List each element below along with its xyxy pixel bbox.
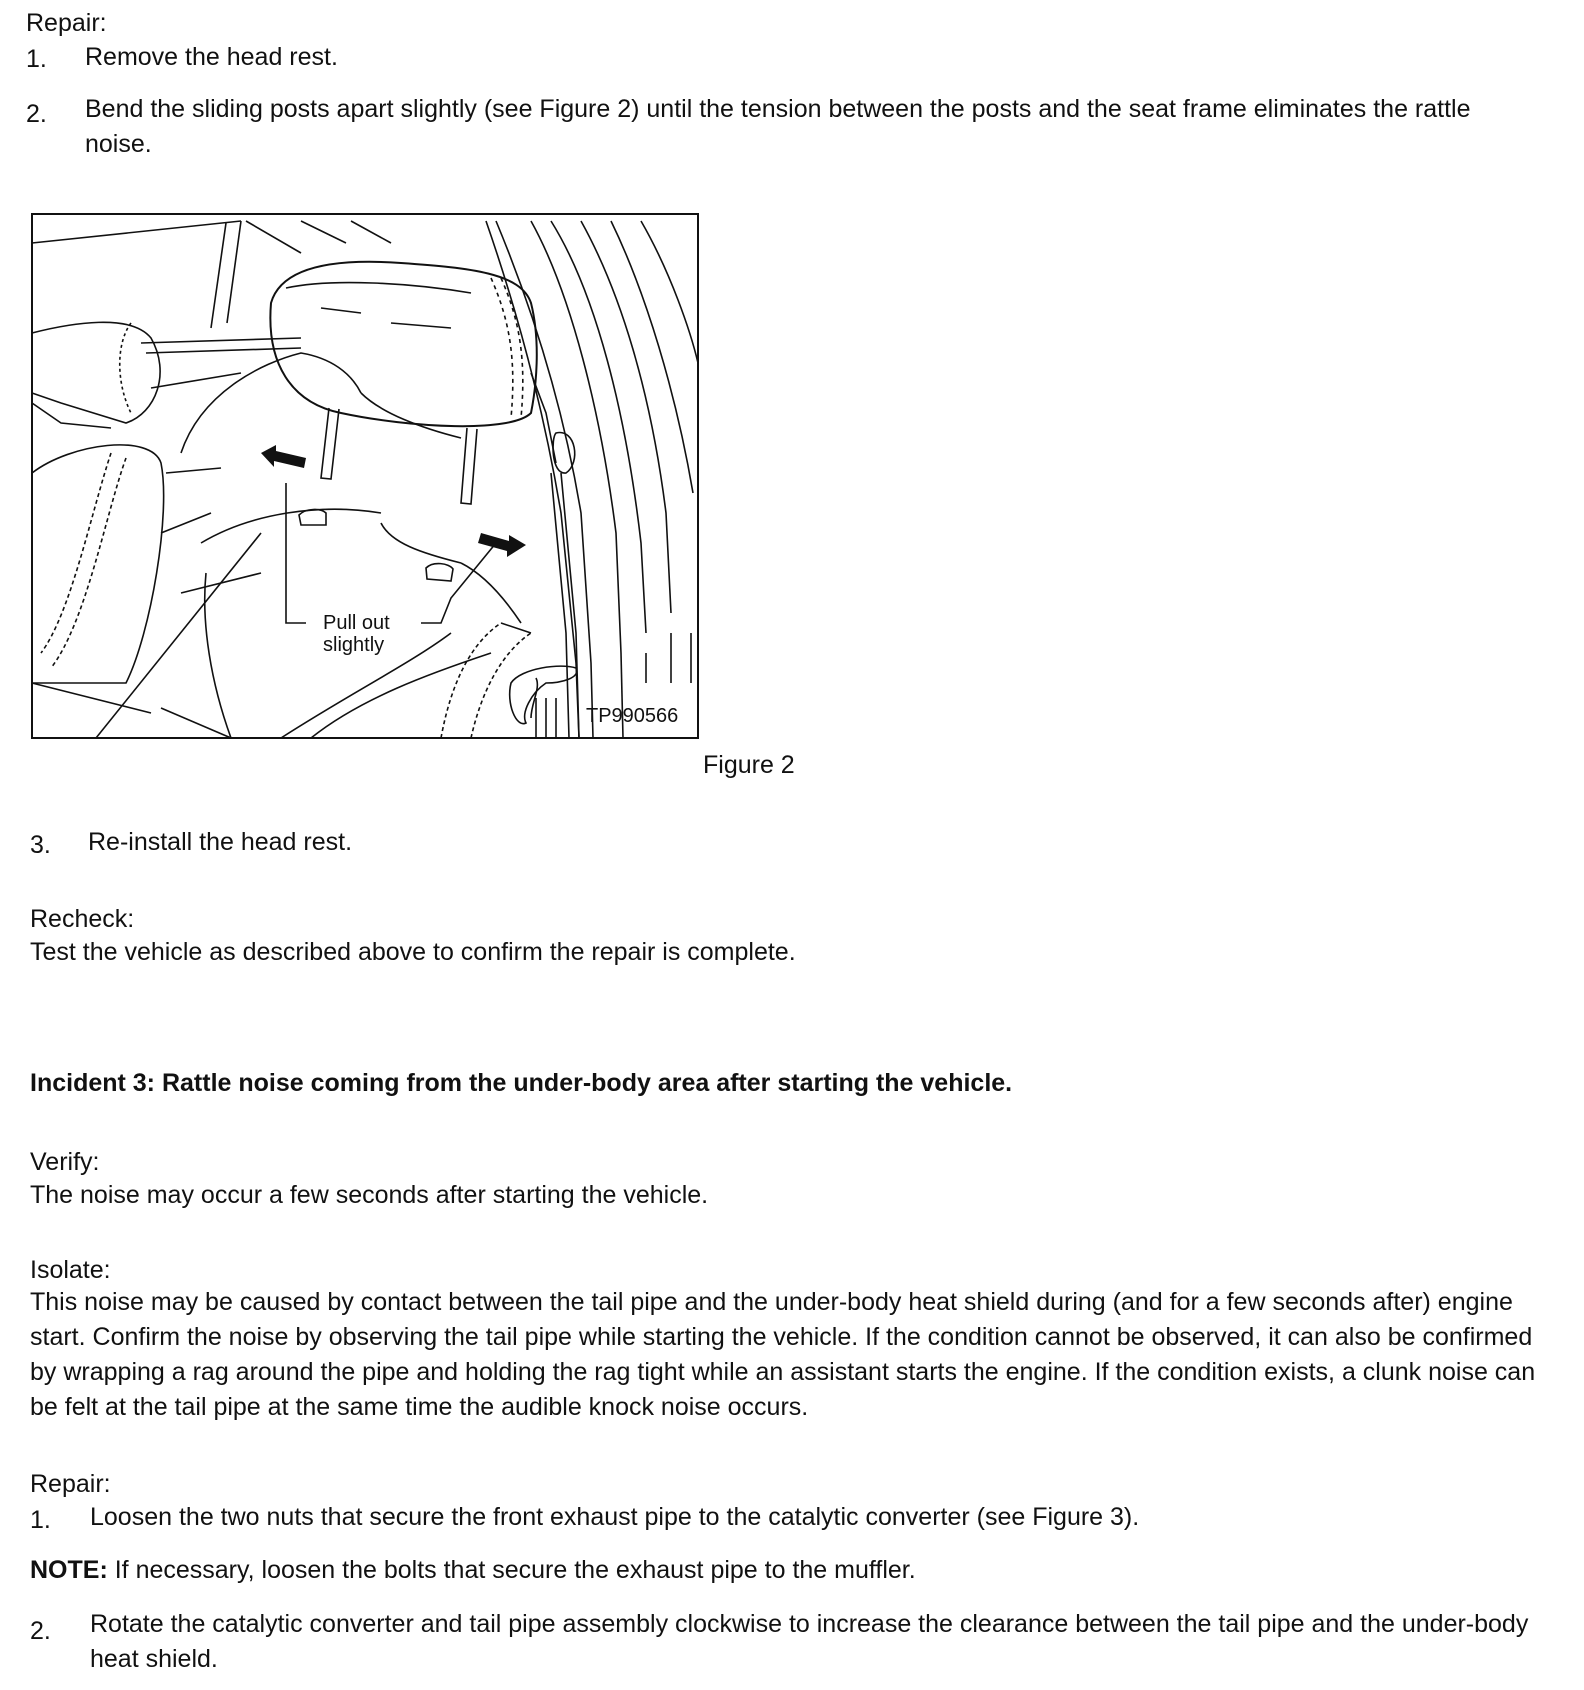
verify-heading: Verify: [30, 1148, 100, 1176]
repair-heading: Repair: [30, 1470, 111, 1498]
figure-2-illustration [31, 213, 699, 739]
figure-label-line1: Pull out [323, 612, 390, 634]
step-number: 3. [30, 831, 51, 859]
step-number: 1. [30, 1506, 51, 1534]
figure-caption: Figure 2 [703, 751, 795, 779]
recheck-text: Test the vehicle as described above to confirm the repair is complete. [30, 938, 796, 966]
step-number: 2. [30, 1617, 51, 1645]
step-number: 1. [26, 45, 47, 73]
note-text: If necessary, loosen the bolts that secure the exhaust pipe to the muffler. [107, 1556, 916, 1584]
note [30, 1553, 916, 1588]
figure-label-line2: slightly [323, 634, 385, 656]
incident-title: Incident 3: Rattle noise coming from the under-body area after starting the vehicle. [30, 1069, 1013, 1097]
repair-heading: Repair: [26, 9, 107, 37]
figure-code: TP990566 [586, 705, 679, 727]
step-text: Re-install the head rest. [88, 828, 353, 856]
step-number: 2. [26, 100, 47, 128]
note-label: NOTE: [30, 1556, 108, 1584]
step-text: Rotate the catalytic converter and tail pipe assembly clockwise to increase the clearance between the tail pipe and the under-body heat shield. [90, 1610, 1529, 1673]
step-text: Remove the head rest. [85, 43, 338, 71]
step-text: Bend the sliding posts apart slightly (see Figure 2) until the tension between the posts and the seat frame eliminates the rattle noise. [85, 95, 1471, 158]
recheck-heading: Recheck: [30, 905, 135, 933]
isolate-text: This noise may be caused by contact between the tail pipe and the under-body heat shield during (and for a few seconds after) engine start. Confirm the noise by observing the tail pipe while starting the vehicle. If the condition cannot be observed, it can also be confirmed by wrapping a rag around the pipe and holding the rag tight while an assistant starts the engine. If the condition exists, a clunk noise can be felt at the tail pipe at the same time the audible knock noise occurs. [30, 1288, 1536, 1421]
verify-text: The noise may occur a few seconds after starting the vehicle. [30, 1181, 709, 1209]
step-text: Loosen the two nuts that secure the front exhaust pipe to the catalytic converter (see Figure 3). [90, 1503, 1140, 1531]
isolate-heading: Isolate: [30, 1256, 111, 1284]
